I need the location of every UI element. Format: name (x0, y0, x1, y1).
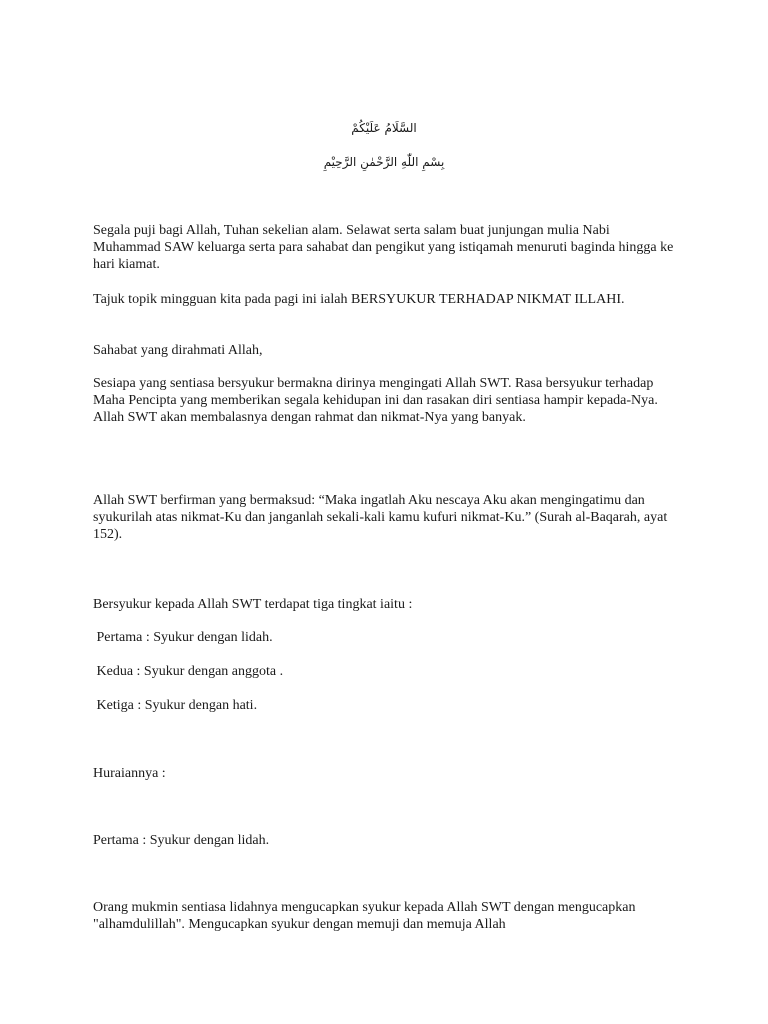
first-level-heading: Pertama : Syukur dengan lidah. (93, 833, 270, 848)
reflection-paragraph: Sesiapa yang sentiasa bersyukur bermakna dirinya mengingati Allah SWT. Rasa bersyukur terhadap Maha Pencipta yang memberikan segala kehidupan ini dan rasakan diri sentiasa hampir kepada-Nya. Allah SWT akan membalasnya dengan rahmat dan nikmat-Nya yang banyak. (93, 376, 658, 425)
intro-paragraph: Segala puji bagi Allah, Tuhan sekelian alam. Selawat serta salam buat junjungan mulia Nabi Muhammad SAW keluarga serta para sahabat dan pengikut yang istiqamah menuruti baginda hingga ke hari kiamat. (93, 223, 674, 272)
quote-paragraph: Allah SWT berfirman yang bermaksud: “Maka ingatlah Aku nescaya Aku akan mengingatimu dan syukurilah atas nikmat-Ku dan janganlah sekali-kali kamu kufuri nikmat-Ku.” (Surah al-Baqarah, ayat 152). (93, 493, 668, 542)
explanation-heading: Huraiannya : (93, 766, 166, 781)
arabic-greeting: السَّلَامُ عَلَيْكُمْ (351, 121, 417, 135)
first-level-paragraph: Orang mukmin sentiasa lidahnya mengucapkan syukur kepada Allah SWT dengan mengucapkan "alhamdulillah". Mengucapkan syukur dengan memuji dan memuja Allah (93, 900, 636, 932)
address-line: Sahabat yang dirahmati Allah, (93, 343, 263, 358)
level-item-first: Pertama : Syukur dengan lidah. (93, 630, 273, 645)
arabic-basmalah: بِسْمِ اللّٰهِ الرَّحْمٰنِ الرَّحِيْمِ (323, 155, 445, 169)
level-item-second: Kedua : Syukur dengan anggota . (93, 664, 284, 679)
levels-intro: Bersyukur kepada Allah SWT terdapat tiga tingkat iaitu : (93, 597, 413, 612)
topic-paragraph: Tajuk topik mingguan kita pada pagi ini ialah BERSYUKUR TERHADAP NIKMAT ILLAHI. (93, 292, 625, 307)
level-item-third: Ketiga : Syukur dengan hati. (93, 698, 258, 713)
